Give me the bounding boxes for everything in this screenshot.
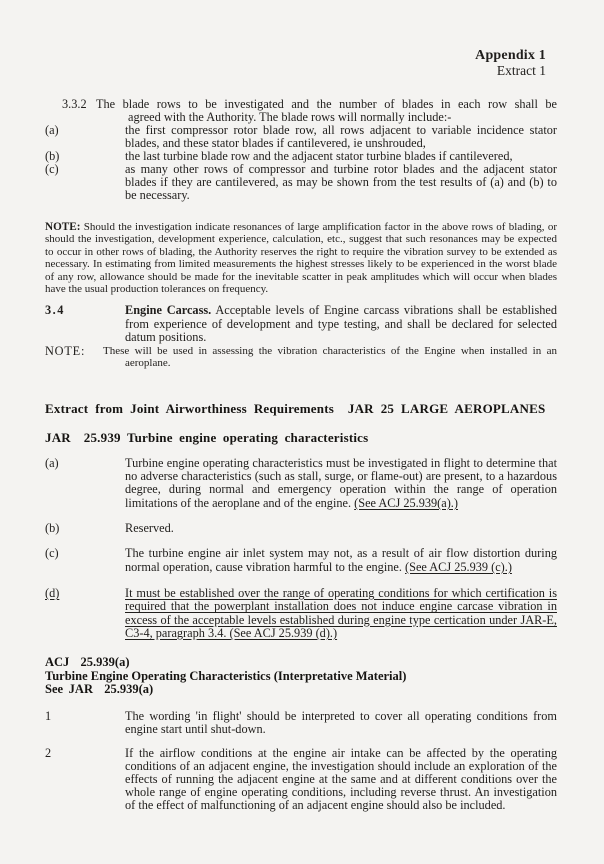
jar-item-a [45,457,557,510]
item-332-a-text: the first compressor rotor blade row, all rows adjacent to variable incidence stator blades, and these stator blades if cantilevered, ie unshrouded, [125,123,557,150]
note-blading-label: NOTE: [45,221,81,233]
acj-heading [45,656,557,696]
jar-heading: JAR 25.939 Turbine engine operating characteristics [45,429,369,445]
jar-item-b [45,522,557,535]
item-332-b-label: (b) [45,149,60,163]
item-332-a [45,124,557,150]
para-34-text: Acceptable levels of Engine carcass vibrations shall be established from experience of development and type testing, and shall be declared for selected datum positions. [125,303,557,344]
jar-item-c-text: The turbine engine air inlet system may not, as a result of air flow distortion during normal operation, cause vibration harmful to the engine. [125,546,557,574]
para-34-body [125,304,557,344]
para-332-body [96,98,557,124]
jar-item-a-text: Turbine engine operating characteristics must be investigated in flight to determine that no adverse characteristics (such as stall, surge, or flame-out) are present, to a hazardous degree, during normal and emergency operation within the range of operation limitations of the aeroplane and of the engine. [125,455,557,510]
para-34 [45,304,557,344]
note-aeroplane [45,345,557,370]
jar-item-c-ref: (See ACJ 25.939 (c).) [405,559,512,574]
para-332-line2: agreed with the Authority. The blade rows will normally include:- [128,110,452,124]
acj-heading-line2: Turbine Engine Operating Characteristics (Interpretative Material) [45,668,407,683]
note-aeroplane-label: NOTE: [45,344,86,359]
jar-item-a-body [125,457,557,510]
para-332-line1: The blade rows to be investigated and the number of blades in each row shall be [96,97,557,111]
jar-item-a-label: (a) [45,455,59,470]
item-332-c [45,163,557,202]
para-34-title: Engine Carcass. [125,303,212,318]
item-332-c-label: (c) [45,162,59,176]
para-332 [45,98,557,124]
item-332-a-label: (a) [45,123,59,137]
note-blading-text: Should the investigation indicate resonances of large amplification factor in the above rows of blading, or should the investigation, development experience, calculation, etc., suggest that such resonances may be expected to occur in other rows of blading, the Authority reserves the right to require the vibration survey to be extended as necessary. In estimating from limited measurements the highest stresses likely to be experienced in the worst blade of any row, allowance should be made for the inevitable scatter in peak amplitudes which will occur when blades have the usual production tolerances on frequency. [45,221,558,296]
acj-item-1 [45,710,557,736]
para-34-number: 3.4 [45,303,65,318]
acj-item-2-label: 2 [45,746,52,761]
para-332-number: 3.3.2 [62,97,87,111]
page-header [45,48,557,78]
item-332-b-text: the last turbine blade row and the adjacent stator turbine blades if cantilevered, [125,149,513,163]
note-aeroplane-text: These will be used in assessing the vibration characteristics of the Engine when installed in an aeroplane. [103,345,557,370]
extract-heading: Extract from Joint Airworthiness Requirements JAR 25 LARGE AEROPLANES [45,400,546,416]
acj-heading-line3: See JAR 25.939(a) [45,681,154,696]
jar-item-c-body [125,547,557,574]
item-332-c-text: as many other rows of compressor and turbine rotor blades and the adjacent stator blades if they are cantilevered, as may be shown from the test results of (a) and (b) to be necessary. [125,162,557,202]
note-blading [45,221,557,295]
acj-item-1-label: 1 [45,709,52,724]
jar-item-c [45,547,557,574]
jar-item-b-label: (b) [45,521,60,536]
acj-heading-line1: ACJ 25.939(a) [45,655,130,670]
jar-item-d-label: (d) [45,585,60,600]
jar-item-c-label: (c) [45,546,59,561]
jar-item-d [45,587,557,640]
extract-subtitle: Extract 1 [496,63,546,78]
jar-item-b-text: Reserved. [125,521,174,536]
acj-item-2 [45,747,557,812]
appendix-title: Appendix 1 [475,48,546,63]
jar-item-a-ref: (See ACJ 25.939(a).) [354,495,458,510]
acj-item-2-text: If the airflow conditions at the engine air intake can be affected by the operating conditions of an adjacent engine, the investigation should include an exploration of the effects of running the adjacent engine at the same and at different conditions over the whole range of engine operating conditions, including reverse thrust. An investigation of the effect of malfunctioning of an adjacent engine should also be included. [125,746,557,813]
jar-item-d-text: It must be established over the range of operating conditions for which certification is required that the powerplant installation does not induce engine carcase vibration in excess of the acceptable levels established during engine type certication under JAR-E, C3-4, paragraph 3.4. (See ACJ 25.939 (d).) [125,585,557,640]
acj-item-1-text: The wording 'in flight' should be interpreted to cover all operating conditions from engine start until shut-down. [125,709,557,737]
